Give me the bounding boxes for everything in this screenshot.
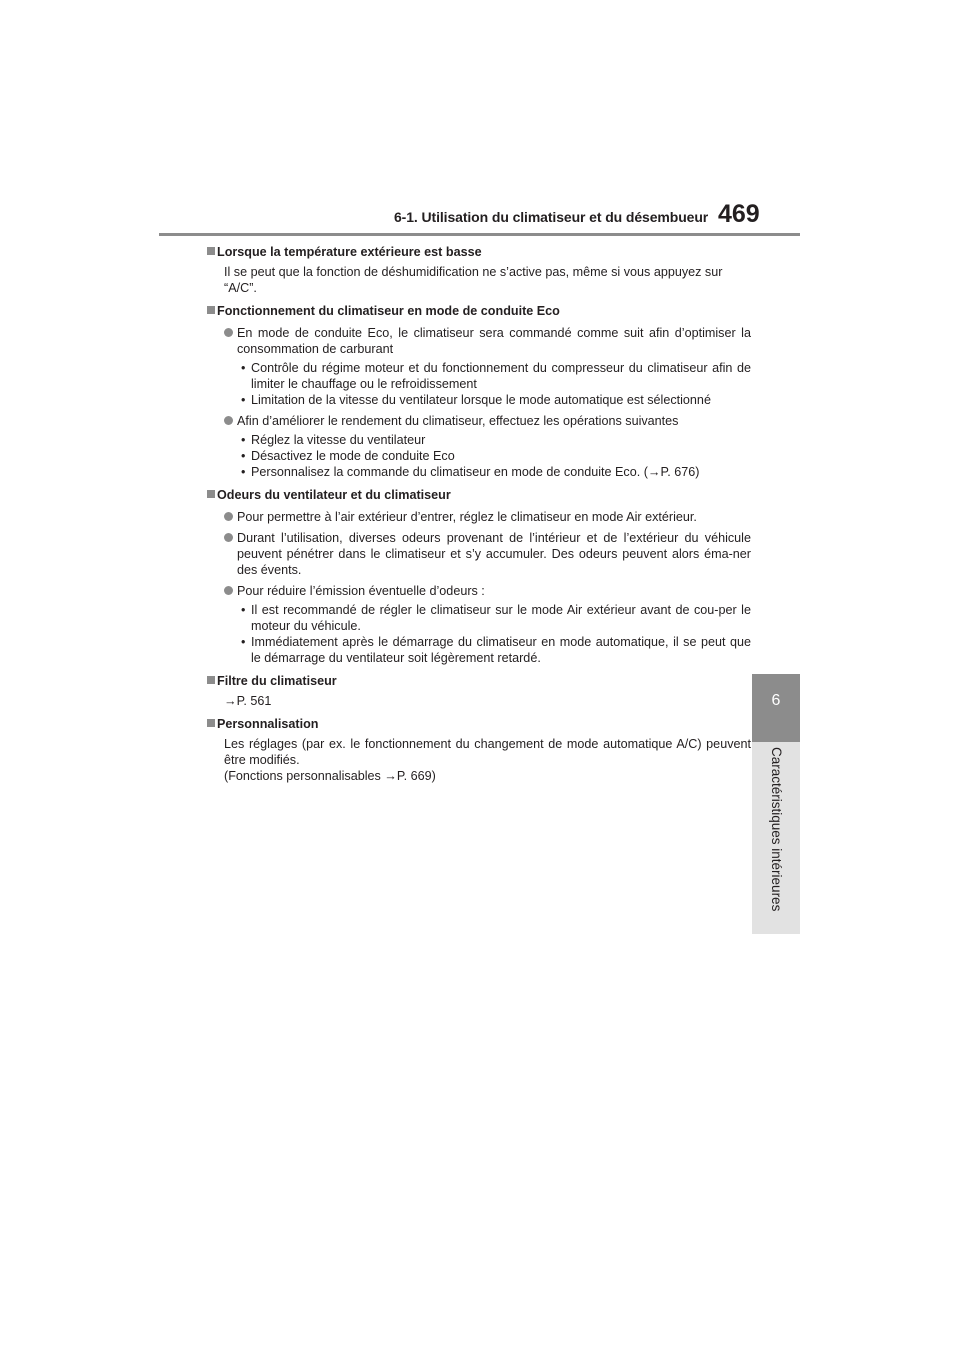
page-number: 469 (718, 200, 760, 228)
section-odors (207, 487, 751, 666)
sub-list-item: • Il est recommandé de régler le climatiseur sur le mode Air extérieur avant de cou-per le moteur du véhicule. (241, 603, 751, 633)
list-item (207, 583, 751, 599)
body-line: Il se peut que la fonction de déshumidification ne s’active pas, même si vous appuyez sur (224, 265, 723, 279)
header-divider (159, 233, 800, 236)
round-bullet-icon (224, 416, 233, 425)
list-item-text: Pour réduire l’émission éventuelle d’odeurs : (237, 584, 485, 598)
square-bullet-icon (207, 306, 215, 314)
section-heading: Fonctionnement du climatiseur en mode de conduite Eco (217, 304, 560, 318)
chapter-label: Caractéristiques intérieures (769, 747, 784, 912)
square-bullet-icon (207, 490, 215, 498)
page-reference-link[interactable]: Personnalisez la commande du climatiseur en mode de conduite Eco. (→P. 676) (251, 465, 700, 479)
sub-list-item: • Désactivez le mode de conduite Eco (241, 449, 455, 463)
sub-bullet-icon: • (241, 449, 246, 463)
section-heading: Lorsque la température extérieure est basse (217, 245, 482, 259)
sub-list-item: • Limitation de la vitesse du ventilateur lorsque le mode automatique est sélectionné (241, 393, 711, 407)
round-bullet-icon (224, 328, 233, 337)
sub-list-item: • Contrôle du régime moteur et du fonctionnement du compresseur du climatiseur afin de limiter le chauffage ou le refroidissement (241, 361, 751, 391)
square-bullet-icon (207, 676, 215, 684)
list-item (207, 413, 751, 429)
list-item-text: Afin d’améliorer le rendement du climatiseur, effectuez les opérations suivantes (237, 414, 679, 428)
section-body (207, 693, 751, 709)
section-heading: Odeurs du ventilateur et du climatiseur (217, 488, 451, 502)
sub-list-item: • Réglez la vitesse du ventilateur (241, 433, 426, 447)
section-eco-mode (207, 303, 751, 480)
list-item-text: En mode de conduite Eco, le climatiseur sera commandé comme suit afin d’optimiser la consommation de carburant (237, 326, 751, 356)
list-item (207, 325, 751, 357)
round-bullet-icon (224, 512, 233, 521)
body-line: Les réglages (par ex. le fonctionnement du changement de mode automatique A/C) peuvent être modifiés. (224, 737, 751, 767)
page-reference-link[interactable]: →P. 561 (224, 694, 272, 708)
sub-bullet-icon: • (241, 603, 246, 617)
list-item (207, 530, 751, 578)
chapter-number: 6 (771, 692, 781, 709)
sub-bullet-icon: • (241, 465, 246, 479)
list-item-text: Pour permettre à l’air extérieur d’entrer, réglez le climatiseur en mode Air extérieur. (237, 510, 697, 524)
square-bullet-icon (207, 247, 215, 255)
section-filter (207, 673, 751, 709)
list-item-text: Durant l’utilisation, diverses odeurs provenant de l’intérieur et de l’extérieur du véhicule peuvent pénétrer dans le climatiseur et s’y accumuler. Des odeurs peuvent alors éma-ner des évents. (237, 531, 751, 577)
sub-bullet-icon: • (241, 361, 246, 375)
sub-bullet-icon: • (241, 635, 246, 649)
sub-list-item: • Immédiatement après le démarrage du climatiseur en mode automatique, il se peut que le démarrage du ventilateur soit légèrement retardé. (241, 635, 751, 665)
round-bullet-icon (224, 586, 233, 595)
round-bullet-icon (224, 533, 233, 542)
sub-bullet-icon: • (241, 433, 246, 447)
page-content (207, 244, 751, 784)
section-customization (207, 716, 751, 784)
body-line: “A/C”. (224, 281, 257, 295)
page-reference-link[interactable]: (Fonctions personnalisables →P. 669) (224, 769, 436, 783)
section-heading: Filtre du climatiseur (217, 674, 337, 688)
section-heading: Personnalisation (217, 717, 319, 731)
square-bullet-icon (207, 719, 215, 727)
sub-list-item (207, 464, 751, 480)
sub-bullet-icon: • (241, 393, 246, 407)
header-title: 6-1. Utilisation du climatiseur et du désembueur (394, 209, 709, 225)
section-body (207, 736, 751, 784)
section-low-temperature (207, 244, 751, 296)
section-body (207, 264, 751, 296)
list-item (207, 509, 751, 525)
